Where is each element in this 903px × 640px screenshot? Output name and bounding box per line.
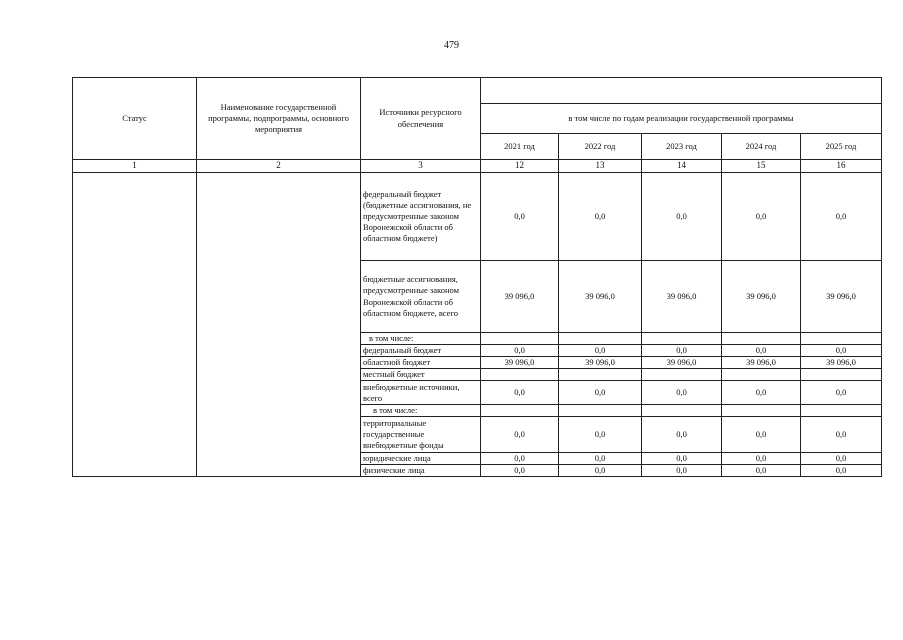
source-cell: федеральный бюджет [361,345,481,357]
value-cell: 0,0 [642,453,722,465]
value-cell: 39 096,0 [559,261,642,333]
value-cell: 39 096,0 [801,357,882,369]
value-cell: 0,0 [559,453,642,465]
value-cell: 39 096,0 [559,357,642,369]
value-cell: 0,0 [722,345,801,357]
value-cell [801,369,882,381]
value-cell [642,333,722,345]
value-cell: 0,0 [801,453,882,465]
value-cell: 39 096,0 [481,357,559,369]
value-cell: 0,0 [722,465,801,477]
column-number: 16 [801,160,882,173]
value-cell [481,333,559,345]
value-cell [801,405,882,417]
value-cell: 0,0 [642,345,722,357]
value-cell: 0,0 [559,417,642,453]
value-cell: 0,0 [481,417,559,453]
value-cell [559,333,642,345]
column-number: 13 [559,160,642,173]
value-cell: 39 096,0 [722,357,801,369]
value-cell: 0,0 [481,381,559,405]
source-cell: в том числе: [361,333,481,345]
value-cell: 0,0 [722,417,801,453]
value-cell: 0,0 [559,173,642,261]
column-number: 12 [481,160,559,173]
value-cell [481,405,559,417]
source-cell: внебюджетные источники, всего [361,381,481,405]
value-cell: 0,0 [801,173,882,261]
value-cell: 0,0 [642,381,722,405]
column-number: 14 [642,160,722,173]
header-year: 2024 год [722,134,801,160]
value-cell: 39 096,0 [642,357,722,369]
value-cell: 0,0 [642,465,722,477]
status-cell [73,173,197,477]
value-cell: 0,0 [559,465,642,477]
source-cell: федеральный бюджет (бюджетные ассигнования, не предусмотренные законом Воронежской области об областном бюджете) [361,173,481,261]
value-cell [722,369,801,381]
value-cell: 0,0 [801,345,882,357]
source-cell: областной бюджет [361,357,481,369]
value-cell: 0,0 [481,465,559,477]
source-cell: физические лица [361,465,481,477]
header-year: 2023 год [642,134,722,160]
header-year: 2021 год [481,134,559,160]
column-number: 3 [361,160,481,173]
value-cell [559,405,642,417]
header-status: Статус [73,78,197,160]
value-cell [642,405,722,417]
header-row-top [73,78,882,104]
value-cell: 0,0 [642,173,722,261]
value-cell: 0,0 [481,345,559,357]
table-row [73,173,882,261]
column-number: 15 [722,160,801,173]
value-cell: 39 096,0 [481,261,559,333]
source-cell: в том числе: [361,405,481,417]
header-year: 2025 год [801,134,882,160]
header-empty-cell [481,78,882,104]
value-cell: 0,0 [481,173,559,261]
column-numbers-row [73,160,882,173]
value-cell: 39 096,0 [722,261,801,333]
source-cell: территориальные государственные внебюджетные фонды [361,417,481,453]
source-cell: местный бюджет [361,369,481,381]
value-cell: 39 096,0 [642,261,722,333]
page-number: 479 [444,40,459,51]
value-cell [642,369,722,381]
header-year: 2022 год [559,134,642,160]
value-cell: 0,0 [559,345,642,357]
value-cell: 0,0 [559,381,642,405]
value-cell [801,333,882,345]
value-cell: 0,0 [642,417,722,453]
value-cell [481,369,559,381]
header-by-years: в том числе по годам реализации государственной программы [481,104,882,134]
header-sources: Источники ресурсного обеспечения [361,78,481,160]
source-cell: бюджетные ассигнования, предусмотренные законом Воронежской области об областном бюджете, всего [361,261,481,333]
value-cell [722,333,801,345]
value-cell: 0,0 [481,453,559,465]
value-cell: 0,0 [801,417,882,453]
value-cell: 0,0 [801,381,882,405]
column-number: 1 [73,160,197,173]
value-cell: 39 096,0 [801,261,882,333]
value-cell: 0,0 [801,465,882,477]
value-cell: 0,0 [722,453,801,465]
value-cell [559,369,642,381]
value-cell: 0,0 [722,173,801,261]
source-cell: юридические лица [361,453,481,465]
header-program-name: Наименование государственной программы, подпрограммы, основного мероприятия [197,78,361,160]
budget-table [72,77,882,477]
value-cell: 0,0 [722,381,801,405]
value-cell [722,405,801,417]
program-name-cell [197,173,361,477]
column-number: 2 [197,160,361,173]
